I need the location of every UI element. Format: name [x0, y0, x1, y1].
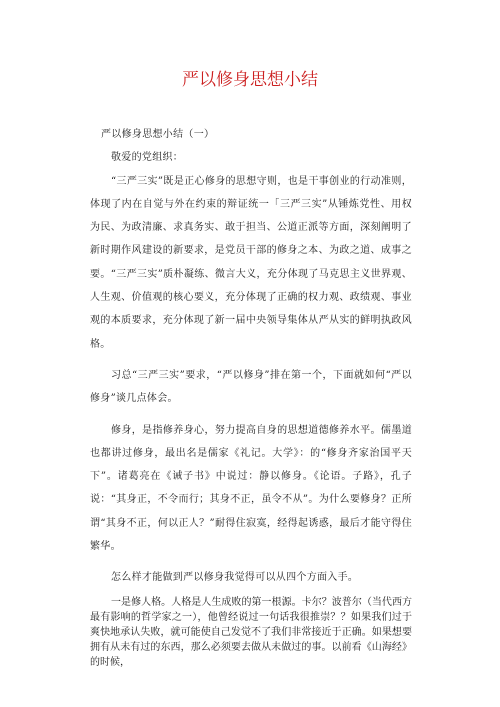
- salutation-paragraph: 敬爱的党组织：: [111, 152, 184, 164]
- document-title: 严以修身思想小结: [182, 70, 318, 90]
- body-paragraph: 修身，是指修养身心，努力提高自身的思想道德修养水平。儒墨道也都讲过修身，最出名是儒家《礼记。大学》：的“修身齐家治国平天下”。诸葛亮在《诫子书》中说过：静以修身。《论语。子路》，孔子说：“其身正，不令而行；其身不正，虽令不从”。为什么要修身？正所谓“其身不正，何以正人？”耐得住寂寞，经得起诱惑，最后才能守得住繁华。: [90, 424, 412, 553]
- body-paragraph: 怎么样才能做到严以修身我觉得可以从四个方面入手。: [111, 572, 359, 584]
- body-paragraph: 习总“三严三实”要求，“严以修身”排在第一个，下面就如何“严以修身”谈几点体会。: [90, 369, 412, 405]
- subtitle-paragraph: 严以修身思想小结（一）: [101, 129, 215, 140]
- body-paragraph: 一是修人格。人格是人生成败的第一根源。卡尔？波普尔（当代西方最有影响的哲学家之一），他曾经说过一句话我很推崇？？如果我们过于爽快地承认失败，就可能使自己发觉不了我们非常接近于正确。如果想要拥有从未有过的东西，那么必须要去做从未做过的事。以前看《山海经》的时候，: [90, 596, 412, 668]
- document-body: [90, 123, 412, 670]
- body-paragraph: “三严三实”既是正心修身的思想守则，也是干事创业的行动准则，体现了内在自觉与外在约束的辩证统一「三严三实”从锤炼党性、用权为民、为政清廉、求真务实、敢于担当、公道正派等方面，深刻阐明了新时期作风建设的新要求，是党员干部的修身之本、为政之道、成事之要。“三严三实”质朴凝练、微言大义，充分体现了马克思主义世界观、人生观、价值观的核心要义，充分体现了正确的权力观、政绩观、事业观的本质要求，充分体现了新一届中央领导集体从严从实的鲜明执政风格。: [90, 175, 412, 350]
